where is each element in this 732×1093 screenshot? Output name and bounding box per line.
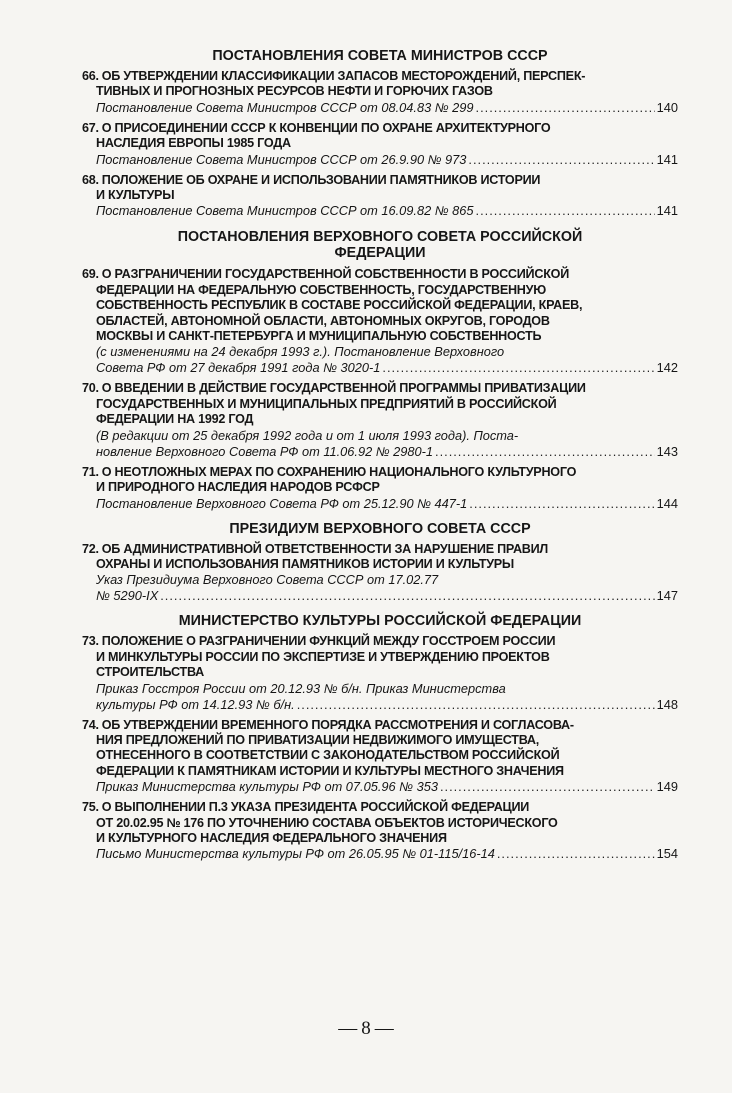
reference-line: Совета РФ от 27 декабря 1991 года № 3020-1 <box>96 360 381 376</box>
entry-title <box>82 634 678 680</box>
toc-entry[interactable] <box>82 267 678 376</box>
entry-title <box>82 465 678 496</box>
section-heading <box>82 48 678 64</box>
toc-entry[interactable] <box>82 465 678 512</box>
reference-last-line <box>96 496 678 512</box>
entry-title-line: МОСКВЫ И САНКТ-ПЕТЕРБУРГА И МУНИЦИПАЛЬНУЮ СОБСТВЕННОСТЬ <box>96 329 542 344</box>
entry-page-number[interactable]: 143 <box>656 443 678 459</box>
entry-title-line: О ВЫПОЛНЕНИИ П.3 УКАЗА ПРЕЗИДЕНТА РОССИЙСКОЙ ФЕДЕРАЦИИ <box>101 800 530 815</box>
page-number-dash-right: — <box>374 1018 394 1039</box>
toc-entry[interactable] <box>82 121 678 168</box>
reference-last-line <box>96 203 678 219</box>
entry-title-line: ПОЛОЖЕНИЕ ОБ ОХРАНЕ И ИСПОЛЬЗОВАНИИ ПАМЯТНИКОВ ИСТОРИИ <box>101 172 541 187</box>
entry-page-number[interactable]: 142 <box>656 360 678 376</box>
entry-number: 71. <box>82 464 99 479</box>
entry-title-line: ФЕДЕРАЦИИ НА 1992 ГОД <box>96 412 254 427</box>
section-heading <box>82 521 678 537</box>
entry-page-number[interactable]: 148 <box>656 696 678 712</box>
reference-line: (с изменениями на 24 декабря 1993 г.). Постановление Верховного <box>96 344 505 360</box>
entry-number: 68. <box>82 172 99 187</box>
entry-title-line: О ВВЕДЕНИИ В ДЕЙСТВИЕ ГОСУДАРСТВЕННОЙ ПРОГРАММЫ ПРИВАТИЗАЦИИ <box>101 381 586 396</box>
reference-line: Письмо Министерства культуры РФ от 26.05.95 № 01-115/16-14 <box>96 846 495 862</box>
entry-page-number[interactable]: 141 <box>656 203 678 219</box>
entry-number: 69. <box>82 267 99 282</box>
entry-title <box>82 542 678 573</box>
entry-reference <box>82 152 678 168</box>
entry-number: 72. <box>82 541 99 556</box>
entry-title-line: И МИНКУЛЬТУРЫ РОССИИ ПО ЭКСПЕРТИЗЕ И УТВЕРЖДЕНИЮ ПРОЕКТОВ <box>96 649 550 664</box>
section-heading <box>82 229 678 261</box>
page-number-dash-left: — <box>338 1018 358 1039</box>
entry-title-line: НАСЛЕДИЯ ЕВРОПЫ 1985 ГОДА <box>96 136 291 151</box>
reference-last-line <box>96 444 678 460</box>
entry-title-line: ОБЛАСТЕЙ, АВТОНОМНОЙ ОБЛАСТИ, АВТОНОМНЫХ ОКРУГОВ, ГОРОДОВ <box>96 313 550 328</box>
entry-title-line: И ПРИРОДНОГО НАСЛЕДИЯ НАРОДОВ РСФСР <box>96 480 380 495</box>
table-of-contents <box>82 48 678 862</box>
toc-entry[interactable] <box>82 634 678 712</box>
reference-line: Постановление Совета Министров СССР от 16.09.82 № 865 <box>96 203 474 219</box>
reference-line: Постановление Совета Министров СССР от 08.04.83 № 299 <box>96 99 474 115</box>
entry-title-line: ТИВНЫХ И ПРОГНОЗНЫХ РЕСУРСОВ НЕФТИ И ГОРЮЧИХ ГАЗОВ <box>96 84 493 99</box>
toc-entry[interactable] <box>82 381 678 459</box>
entry-title-line: О НЕОТЛОЖНЫХ МЕРАХ ПО СОХРАНЕНИЮ НАЦИОНАЛЬНОГО КУЛЬТУРНОГО <box>101 464 577 479</box>
dot-leader <box>468 152 654 168</box>
reference-last-line <box>96 697 678 713</box>
page-number-value: 8 <box>361 1018 371 1039</box>
entry-title <box>82 381 678 427</box>
dot-leader <box>497 846 655 862</box>
entry-page-number[interactable]: 154 <box>656 846 678 862</box>
dot-leader <box>435 444 655 460</box>
entry-title <box>82 800 678 846</box>
section-heading-line: ПРЕЗИДИУМ ВЕРХОВНОГО СОВЕТА СССР <box>229 520 531 537</box>
entry-title <box>82 121 678 152</box>
toc-entry[interactable] <box>82 542 678 605</box>
entry-title-line: И КУЛЬТУРНОГО НАСЛЕДИЯ ФЕДЕРАЛЬНОГО ЗНАЧЕНИЯ <box>96 830 447 845</box>
entry-page-number[interactable]: 149 <box>656 779 678 795</box>
entry-reference <box>82 681 678 713</box>
section-heading-line: ПОСТАНОВЛЕНИЯ СОВЕТА МИНИСТРОВ СССР <box>212 48 548 64</box>
entry-title-line: ГОСУДАРСТВЕННЫХ И МУНИЦИПАЛЬНЫХ ПРЕДПРИЯТИЙ В РОССИЙСКОЙ <box>96 396 557 411</box>
entry-number: 67. <box>82 120 99 135</box>
entry-reference <box>82 203 678 219</box>
toc-entry[interactable] <box>82 173 678 220</box>
reference-last-line <box>96 152 678 168</box>
entry-title-line: ОТНЕСЕННОГО В СООТВЕТСТВИИ С ЗАКОНОДАТЕЛЬСТВОМ РОССИЙСКОЙ <box>96 748 560 763</box>
dot-leader <box>440 779 655 795</box>
entry-title <box>82 173 678 204</box>
entry-title-line: СОБСТВЕННОСТЬ РЕСПУБЛИК В СОСТАВЕ РОССИЙСКОЙ ФЕДЕРАЦИИ, КРАЕВ, <box>96 298 583 313</box>
dot-leader <box>476 203 655 219</box>
dot-leader <box>160 588 654 604</box>
reference-line: Постановление Верховного Совета РФ от 25.12.90 № 447-1 <box>96 495 468 511</box>
entry-title-line: ОХРАНЫ И ИСПОЛЬЗОВАНИЯ ПАМЯТНИКОВ ИСТОРИИ И КУЛЬТУРЫ <box>96 556 515 571</box>
reference-last-line <box>96 779 678 795</box>
toc-section <box>82 521 678 605</box>
entry-page-number[interactable]: 144 <box>656 495 678 511</box>
entry-title-line: ФЕДЕРАЦИИ НА ФЕДЕРАЛЬНУЮ СОБСТВЕННОСТЬ, ГОСУДАРСТВЕННУЮ <box>96 282 546 297</box>
entry-title <box>82 267 678 344</box>
entry-number: 73. <box>82 634 99 649</box>
entry-reference <box>82 428 678 460</box>
reference-line: новление Верховного Совета РФ от 11.06.92 № 2980-1 <box>96 443 434 459</box>
entry-title-line: СТРОИТЕЛЬСТВА <box>96 665 205 680</box>
entry-title-line: ПОЛОЖЕНИЕ О РАЗГРАНИЧЕНИИ ФУНКЦИЙ МЕЖДУ ГОССТРОЕМ РОССИИ <box>101 634 556 649</box>
entry-number: 75. <box>82 800 99 815</box>
toc-entry[interactable] <box>82 718 678 796</box>
entry-page-number[interactable]: 147 <box>656 588 678 604</box>
page-number <box>0 1018 732 1040</box>
entry-number: 74. <box>82 717 99 732</box>
dot-leader <box>297 697 655 713</box>
entry-title-line: ОТ 20.02.95 № 176 ПО УТОЧНЕНИЮ СОСТАВА ОБЪЕКТОВ ИСТОРИЧЕСКОГО <box>96 815 558 830</box>
entry-title-line: ФЕДЕРАЦИИ К ПАМЯТНИКАМ ИСТОРИИ И КУЛЬТУРЫ МЕСТНОГО ЗНАЧЕНИЯ <box>96 763 564 778</box>
reference-line: Указ Президиума Верховного Совета СССР от 17.02.77 <box>96 572 439 588</box>
entry-title <box>82 69 678 100</box>
entry-number: 70. <box>82 381 99 396</box>
entry-page-number[interactable]: 141 <box>656 151 678 167</box>
entry-title-line: И КУЛЬТУРЫ <box>96 188 175 203</box>
entry-title-line: ОБ УТВЕРЖДЕНИИ ВРЕМЕННОГО ПОРЯДКА РАССМОТРЕНИЯ И СОГЛАСОВА- <box>101 717 574 732</box>
reference-line: № 5290-IX <box>96 588 159 604</box>
entry-reference <box>82 496 678 512</box>
toc-entry[interactable] <box>82 800 678 862</box>
reference-line: культуры РФ от 14.12.93 № б/н. <box>96 696 295 712</box>
entry-title-line: О ПРИСОЕДИНЕНИИ СССР К КОНВЕНЦИИ ПО ОХРАНЕ АРХИТЕКТУРНОГО <box>101 120 551 135</box>
entry-title <box>82 718 678 780</box>
toc-section <box>82 48 678 219</box>
reference-line: Приказ Госстроя России от 20.12.93 № б/н. Приказ Министерства <box>96 680 506 696</box>
reference-last-line <box>96 360 678 376</box>
entry-reference <box>82 344 678 376</box>
entry-title-line: ОБ АДМИНИСТРАТИВНОЙ ОТВЕТСТВЕННОСТИ ЗА НАРУШЕНИЕ ПРАВИЛ <box>101 541 549 556</box>
dot-leader <box>382 360 654 376</box>
reference-line: Приказ Министерства культуры РФ от 07.05.96 № 353 <box>96 779 438 795</box>
section-heading <box>82 613 678 629</box>
toc-entry[interactable] <box>82 69 678 116</box>
reference-line: Постановление Совета Министров СССР от 26.9.90 № 973 <box>96 151 467 167</box>
entry-reference <box>82 779 678 795</box>
reference-line: (В редакции от 25 декабря 1992 года и от 1 июля 1993 года). Поста- <box>96 427 519 443</box>
entry-reference <box>82 572 678 604</box>
reference-last-line <box>96 588 678 604</box>
toc-section <box>82 229 678 511</box>
entry-title-line: О РАЗГРАНИЧЕНИИ ГОСУДАРСТВЕННОЙ СОБСТВЕННОСТИ В РОССИЙСКОЙ <box>101 267 569 282</box>
toc-section <box>82 613 678 862</box>
entry-page-number[interactable]: 140 <box>656 99 678 115</box>
entry-number: 66. <box>82 69 99 83</box>
section-heading-line: ФЕДЕРАЦИИ <box>334 245 426 262</box>
reference-last-line <box>96 100 678 116</box>
entry-title-line: НИЯ ПРЕДЛОЖЕНИЙ ПО ПРИВАТИЗАЦИИ НЕДВИЖИМОГО ИМУЩЕСТВА, <box>96 732 540 747</box>
entry-title-line: ОБ УТВЕРЖДЕНИИ КЛАССИФИКАЦИИ ЗАПАСОВ МЕСТОРОЖДЕНИЙ, ПЕРСПЕК- <box>101 69 586 83</box>
entry-reference <box>82 846 678 862</box>
entry-reference <box>82 100 678 116</box>
section-heading-line: МИНИСТЕРСТВО КУЛЬТУРЫ РОССИЙСКОЙ ФЕДЕРАЦИИ <box>178 613 582 630</box>
reference-last-line <box>96 846 678 862</box>
dot-leader <box>469 496 654 512</box>
section-heading-line: ПОСТАНОВЛЕНИЯ ВЕРХОВНОГО СОВЕТА РОССИЙСКОЙ <box>177 229 583 246</box>
dot-leader <box>476 100 655 116</box>
